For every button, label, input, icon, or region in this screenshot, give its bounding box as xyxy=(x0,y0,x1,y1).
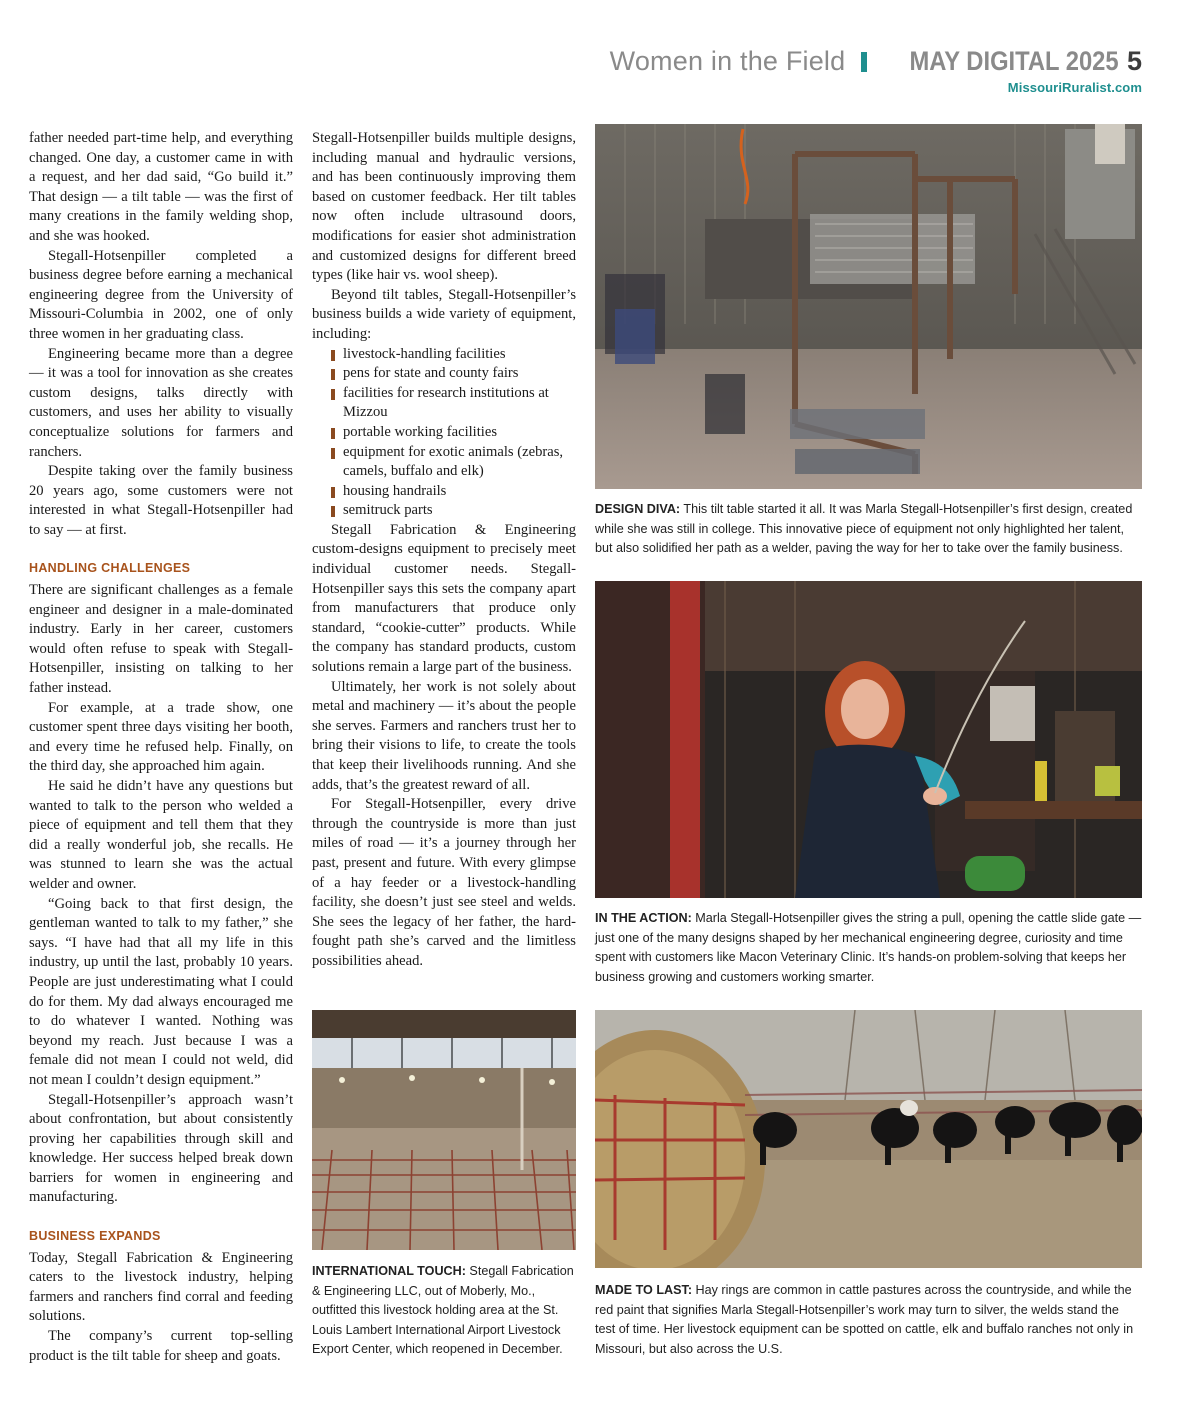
issue-label: MAY DIGITAL 2025 xyxy=(909,46,1119,76)
hay-ring-cattle-image xyxy=(595,1010,1142,1268)
paragraph: There are significant challenges as a female engineer and designer in a male-dominated industry. Early in her career, customers would often refuse to speak with Stegall-Hotsenpiller, insisting on talking to her father instead. xyxy=(29,582,293,697)
paragraph: For Stegall-Hotsenpiller, every drive through the countryside is more than just miles of road — it’s a journey through her past, present and future. With every glimpse of a hay feeder or a livestock-handling facility, she doesn’t just see steel and welds. She sees the legacy of her father, the hard-fought path she’s carved and the limitless possibilities ahead. xyxy=(312,796,576,969)
list-item: portable working facilities xyxy=(330,423,576,443)
paragraph: Beyond tilt tables, Stegall-Hotsenpiller’s business builds a wide variety of equipment, including: xyxy=(312,286,576,342)
paragraph: He said he didn’t have any questions but wanted to talk to the person who welded a piece of equipment and tell them that they did a really wonderful job, she recalls. He was stunned to learn she was the actual welder and owner. xyxy=(29,778,293,892)
livestock-holding-area-image xyxy=(312,1010,576,1250)
header-line xyxy=(610,44,1142,78)
paragraph: Stegall-Hotsenpiller builds multiple designs, including manual and hydraulic versions, and has been continuously improving them based on customer feedback. Her tilt tables now often include ultrasound doors, modifications for easier shot administration and customized designs for different breed types (like hair vs. wool sheep). xyxy=(312,130,576,284)
list-item: semitruck parts xyxy=(330,501,576,521)
paragraph: father needed part-time help, and everything changed. One day, a customer came in with a request, and her dad said, “Go build it.” That design — a tilt table — was the first of many creations in the family welding shop, and she was hooked. xyxy=(29,130,293,244)
caption-in-the-action xyxy=(595,909,1142,987)
caption-label: MADE TO LAST: xyxy=(595,1283,693,1297)
caption-text: This tilt table started it all. It was Marla Stegall-Hotsenpiller’s first design, created while she was still in college. This innovative piece of equipment not only highlighted her talent, but also solidified her path as a welder, paving the way for her to take over the family business. xyxy=(595,502,1133,556)
photo-international-touch xyxy=(312,1010,576,1250)
article-column-2 xyxy=(312,129,576,972)
photo-tilt-table xyxy=(595,124,1142,489)
paragraph: The company’s current top-selling product is the tilt table for sheep and goats. xyxy=(29,1328,293,1364)
tilt-table-image xyxy=(595,124,1142,489)
list-item: equipment for exotic animals (zebras, camels, buffalo and elk) xyxy=(330,443,576,482)
equipment-list xyxy=(312,345,576,521)
caption-label: INTERNATIONAL TOUCH: xyxy=(312,1264,466,1278)
caption-label: IN THE ACTION: xyxy=(595,911,692,925)
list-item: housing handrails xyxy=(330,482,576,502)
photo-in-the-action xyxy=(595,581,1142,898)
list-item: pens for state and county fairs xyxy=(330,364,576,384)
caption-text: Stegall Fabrication & Engineering LLC, out of Moberly, Mo., outfitted this livestock holding area at the St. Louis Lambert International Airport Livestock Export Center, which reopened in December. xyxy=(312,1264,574,1357)
list-item: facilities for research institutions at Mizzou xyxy=(330,384,576,423)
paragraph: Despite taking over the family business 20 years ago, some customers were not interested in what Stegall-Hotsenpiller had to say — at first. xyxy=(29,463,293,538)
caption-design-diva xyxy=(595,500,1142,559)
caption-made-to-last xyxy=(595,1281,1142,1359)
section-name: Women in the Field xyxy=(609,46,846,76)
paragraph: Engineering became more than a degree — it was a tool for innovation as she creates custom designs, talks directly with customers, and uses her ability to visually conceptualize solutions for farmers and ranchers. xyxy=(29,345,293,460)
list-item: livestock-handling facilities xyxy=(330,345,576,365)
paragraph: For example, at a trade show, one customer spent three days visiting her booth, and every time he refused help. Finally, on the third day, she approached him again. xyxy=(29,699,293,775)
caption-text: Hay rings are common in cattle pastures across the countryside, and while the red paint that signifies Marla Stegall-Hotsenpiller’s work may turn to silver, the welds stand the test of time. Her livestock equipment can be spotted on cattle, elk and buffalo ranches not only in Missouri, but also across the U.S. xyxy=(595,1283,1134,1356)
woman-pulling-gate-image xyxy=(595,581,1142,898)
paragraph: Ultimately, her work is not solely about metal and machinery — it’s about the people she serves. Farmers and ranchers trust her to bring their visions to life, to create the tools that keep their livelihoods running. And she adds, that’s the greatest reward of all. xyxy=(312,678,576,793)
photo-made-to-last xyxy=(595,1010,1142,1268)
article-column-1 xyxy=(29,129,293,1366)
paragraph: Stegall-Hotsenpiller completed a business degree before earning a mechanical engineering degree from the University of Missouri-Columbia in 2002, one of only three women in her graduating class. xyxy=(29,247,293,342)
page-header xyxy=(610,44,1142,95)
paragraph: Today, Stegall Fabrication & Engineering caters to the livestock industry, helping farmers and ranchers find corral and feeding solutions. xyxy=(29,1249,293,1325)
header-divider xyxy=(861,52,867,72)
caption-text: Marla Stegall-Hotsenpiller gives the string a pull, opening the cattle slide gate — just one of the many designs shaped by her mechanical engineering degree, curiosity and time spent with customers like Macon Veterinary Clinic. It’s hands-on problem-solving that keeps her business growing and customers working smarter. xyxy=(595,911,1142,984)
subhead-business-expands: BUSINESS EXPANDS xyxy=(29,1229,161,1244)
paragraph: “Going back to that first design, the gentleman wanted to talk to my father,” she says. “I have had that all my life in this industry, up until the last, probably 10 years. People are just underestimating what I could do for them. My dad always encouraged me to do whatever I wanted. Nothing was beyond my reach. Just because I was a female did not mean I could not weld, did not mean I couldn’t design equipment.” xyxy=(29,895,293,1088)
caption-international-touch xyxy=(312,1262,576,1360)
page-number: 5 xyxy=(1126,46,1142,76)
subhead-handling-challenges: HANDLING CHALLENGES xyxy=(29,561,191,576)
paragraph: Stegall-Hotsenpiller’s approach wasn’t about confrontation, but about consistently proving her capabilities through skill and knowledge. Her success helped break down barriers for women in engineering and manufacturing. xyxy=(29,1091,293,1206)
website-link[interactable]: MissouriRuralist.com xyxy=(1007,80,1142,95)
caption-label: DESIGN DIVA: xyxy=(595,502,681,516)
paragraph: Stegall Fabrication & Engineering custom-designs equipment to precisely meet individual customer needs. Stegall-Hotsenpiller says this sets the company apart from manufacturers that produce only standard, “cookie-cutter” products. While the company has standard products, custom solutions remain a large part of the business. xyxy=(312,521,576,676)
